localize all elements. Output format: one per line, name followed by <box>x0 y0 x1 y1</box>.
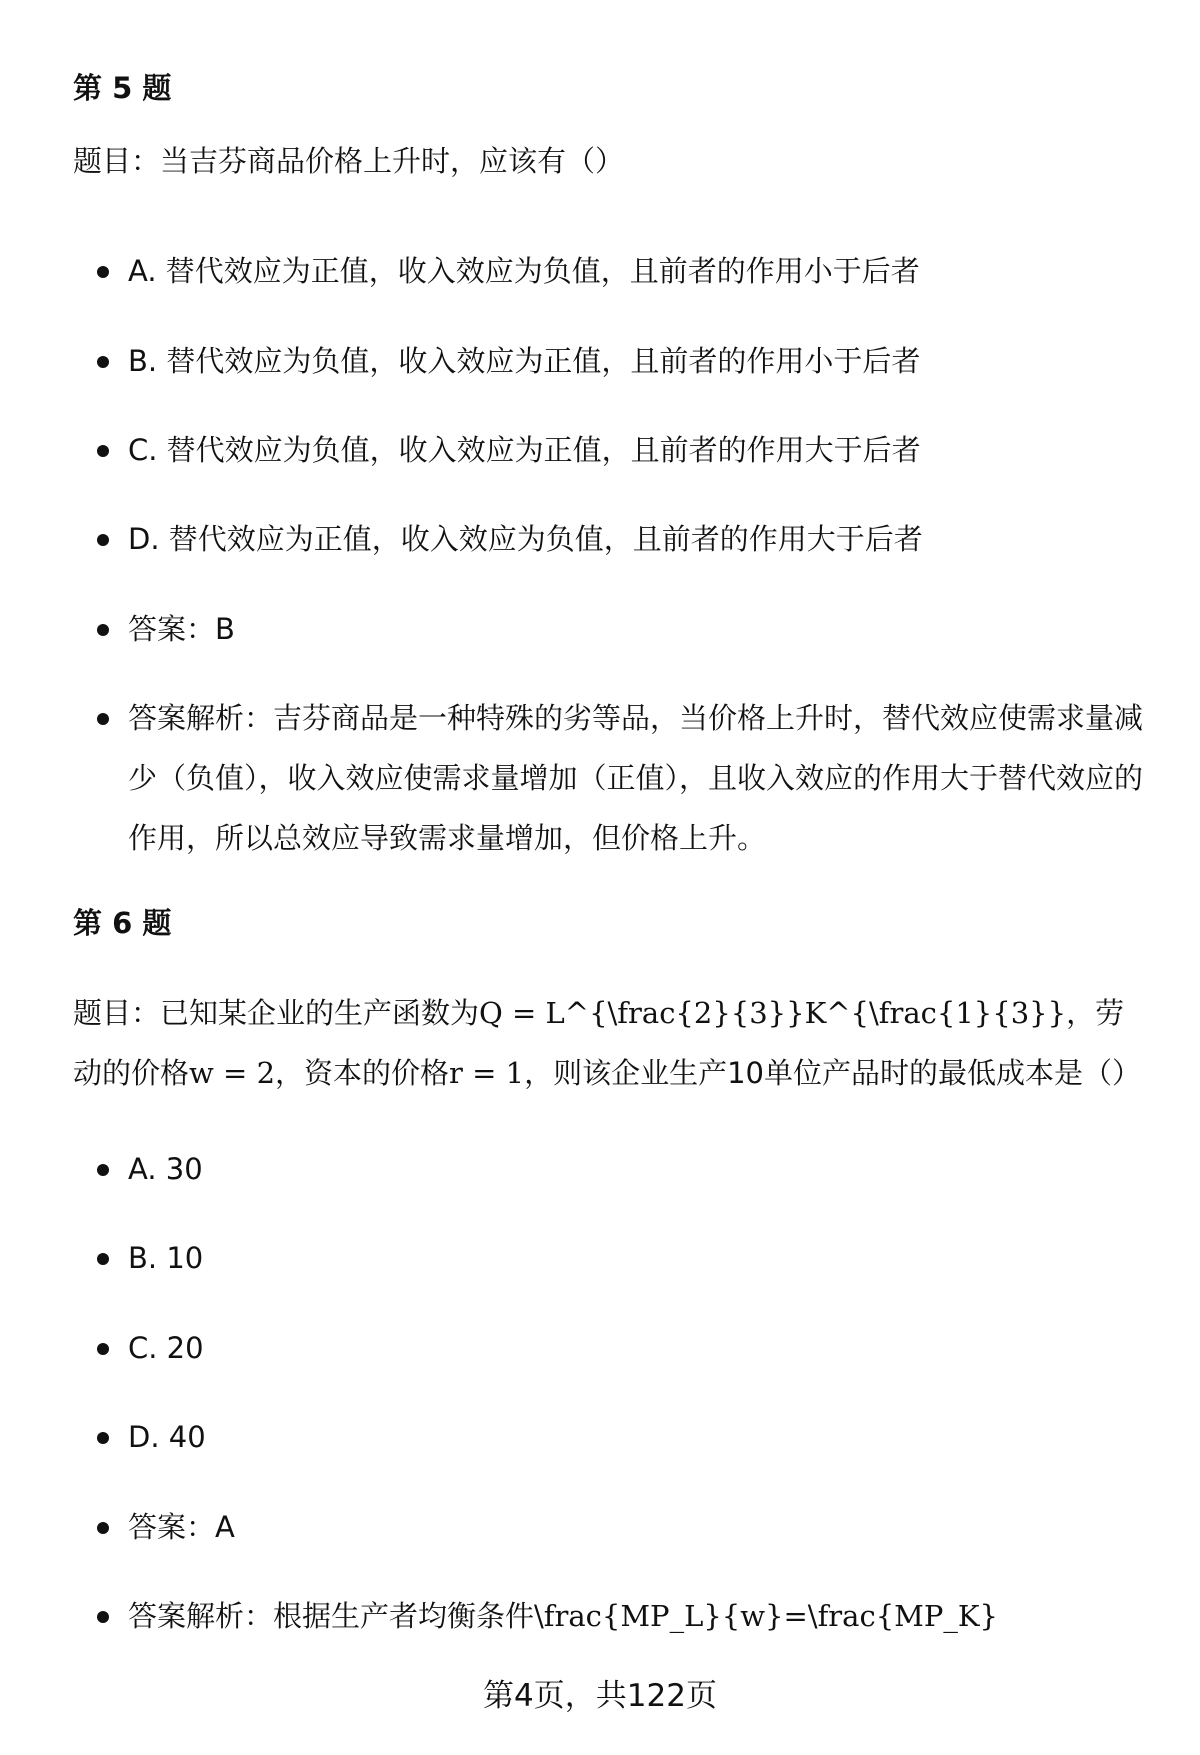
production-function-formula: Q = L^{\frac{2}{3}}K^{\frac{1}{3}} <box>479 996 1067 1030</box>
stem-text: ，劳动的价格 <box>73 996 1125 1090</box>
option-text: C. 替代效应为负值，收入效应为正值，且前者的作用大于后者 <box>128 433 921 467</box>
rent-formula: r = 1 <box>449 1056 525 1090</box>
option-text: D. 40 <box>128 1420 206 1454</box>
page-number: 第4页，共122页 <box>483 1678 717 1714</box>
bullet-icon <box>97 1522 109 1534</box>
stem-text: ，则该企业生产10单位产品时的最低成本是（） <box>524 1056 1142 1090</box>
analysis-text: 答案解析：根据生产者均衡条件 <box>128 1599 535 1633</box>
bullet-icon <box>97 534 109 546</box>
wage-formula: w = 2 <box>189 1056 276 1090</box>
question-6-title: 第 6 题 <box>73 906 172 940</box>
option-text: B. 10 <box>128 1241 204 1275</box>
bullet-icon <box>97 266 109 278</box>
answer-text: 答案：A <box>128 1510 235 1544</box>
option-text: C. 20 <box>128 1331 204 1365</box>
bullet-icon <box>97 713 109 725</box>
bullet-icon <box>97 1253 109 1265</box>
bullet-icon <box>97 1343 109 1355</box>
bullet-icon <box>97 624 109 636</box>
bullet-icon <box>97 356 109 368</box>
option-text: A. 30 <box>128 1152 203 1186</box>
answer-text: 答案：B <box>128 612 235 646</box>
stem-text: ，资本的价格 <box>275 1056 450 1090</box>
option-text: A. 替代效应为正值，收入效应为负值，且前者的作用小于后者 <box>128 254 920 288</box>
equilibrium-formula: \frac{MP_L}{w}=\frac{MP_K} <box>534 1599 998 1633</box>
question-5-title: 第 5 题 <box>73 71 172 105</box>
analysis-line <box>128 1586 1143 1646</box>
bullet-icon <box>97 1611 109 1623</box>
bullet-icon <box>97 1432 109 1444</box>
bullet-icon <box>97 445 109 457</box>
option-text: B. 替代效应为负值，收入效应为正值，且前者的作用小于后者 <box>128 344 921 378</box>
analysis-text: 答案解析：吉芬商品是一种特殊的劣等品，当价格上升时，替代效应使需求量减少（负值），收入效应使需求量增加（正值），且收入效应的作用大于替代效应的作用，所以总效应导致需求量增加，但价格上升。 <box>128 701 1144 855</box>
stem-text: 题目：已知某企业的生产函数为 <box>73 996 480 1030</box>
option-text: D. 替代效应为正值，收入效应为负值，且前者的作用大于后者 <box>128 522 923 556</box>
question-5-stem: 题目：当吉芬商品价格上升时，应该有（） <box>73 144 625 178</box>
bullet-icon <box>97 1164 109 1176</box>
question-6-stem <box>73 983 1153 1103</box>
